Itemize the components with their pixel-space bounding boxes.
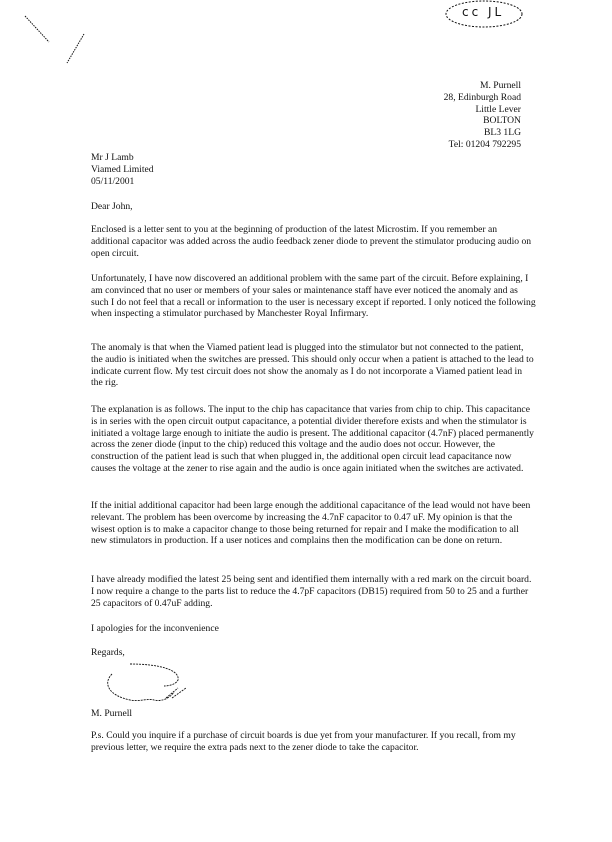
sender-address-line: Little Lever	[475, 103, 521, 115]
handwritten-signature-icon	[100, 662, 220, 707]
scan-mark-left	[0, 0, 120, 80]
sender-tel: Tel: 01204 792295	[448, 138, 521, 150]
cc-annotation: cc JL	[462, 5, 505, 19]
letter-date: 05/11/2001	[91, 175, 135, 187]
body-paragraph: Enclosed is a letter sent to you at the beginning of production of the latest Microstim. If you remember an additional capacitor was added across the audio feedback zener diode to prevent the stimulator producing audio on open circuit.	[91, 224, 532, 259]
recipient-company: Viamed Limited	[91, 163, 154, 175]
sender-address-line: BOLTON	[483, 115, 521, 127]
recipient-block	[91, 152, 536, 187]
postscript: P.s. Could you inquire if a purchase of circuit boards is due yet from your manufacturer. If you recall, from my previous letter, we require the extra pads next to the zener diode to take the capacitor.	[91, 730, 516, 753]
signatory-name: M. Purnell	[91, 708, 133, 719]
body-paragraph: I apologies for the inconvenience	[91, 623, 219, 634]
body-paragraph: Unfortunately, I have now discovered an additional problem with the same part of the circuit. Before explaining, I am convinced that no user or members of your sales or maintenance staff have ever noticed the anomaly and as such I do not feel that a recall or information to the user is necessary except if reported. I only noticed the following when inspecting a stimulator purchased by Manchester Royal Infirmary.	[91, 273, 536, 320]
body-paragraph: The explanation is as follows. The input to the chip has capacitance that varies from chip to chip. This capacitance is in series with the open circuit output capacitance, a potential divider therefore exists and when the stimulator is initiated a voltage large enough to initiate the audio is present. The additional capacitor (4.7nF) placed permanently across the zener diode (input to the chip) reduced this voltage and the audio does not occur. However, the construction of the patient lead is such that when plugged in, the additional open circuit lead capacitance now causes the voltage at the zener to rise again and the audio is once again initiated when the switches are activated.	[91, 404, 534, 474]
body-paragraph: I have already modified the latest 25 being sent and identified them internally with a red mark on the circuit board. I now require a change to the parts list to reduce the 4.7pF capacitors (DB15) required from 50 to 25 and a further 25 capacitors of 0.47uF adding.	[91, 574, 532, 609]
body-paragraph: The anomaly is that when the Viamed patient lead is plugged into the stimulator but not connected to the patient, the audio is initiated when the switches are pressed. This should only occur when a patient is attached to the lead to indicate current flow. My test circuit does not show the anomaly as I do not incorporate a Viamed patient lead in the rig.	[91, 342, 534, 389]
salutation: Dear John,	[91, 201, 133, 212]
sender-address-line: BL3 1LG	[483, 127, 521, 139]
sender-address-line: 28, Edinburgh Road	[443, 91, 521, 103]
sender-address-block	[444, 80, 521, 151]
recipient-name: Mr J Lamb	[91, 152, 134, 163]
sender-name: M. Purnell	[479, 80, 521, 91]
body-paragraph: If the initial additional capacitor had been large enough the additional capacitance of the lead would not have been relevant. The problem has been overcome by increasing the 4.7nF capacitor to 0.47 uF. My opinion is that the wisest option is to make a capacitor change to those being returned for repair and I make the modification to all new stimulators in production. If a user notices and complains then the modification can be done on return.	[91, 500, 531, 547]
closing: Regards,	[91, 647, 125, 658]
